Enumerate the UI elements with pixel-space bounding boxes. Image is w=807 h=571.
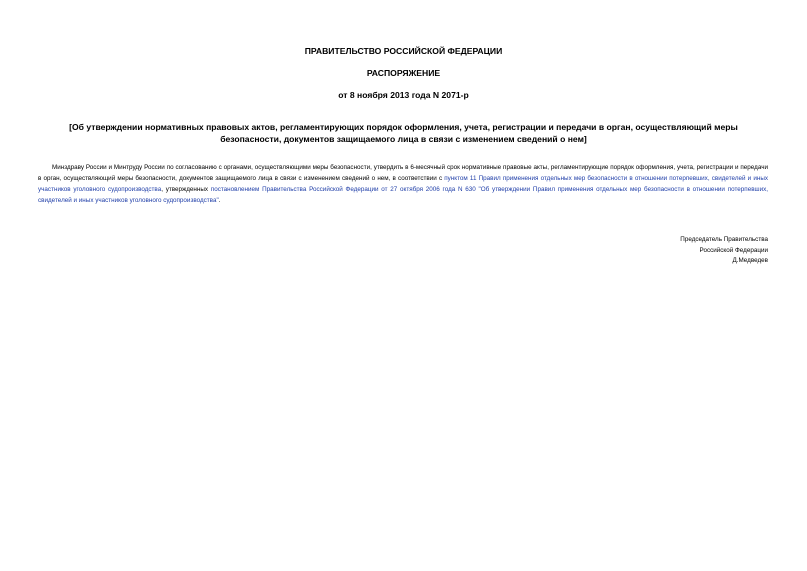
signature-position-line: Председатель Правительства: [680, 236, 768, 243]
body-text-part-3: .: [218, 197, 221, 204]
document-type-heading: РАСПОРЯЖЕНИЕ: [366, 68, 441, 78]
document-title: [Об утверждении нормативных правовых актов, регламентирующих порядок оформления, учета, регистрации и передачи в орган, осуществляющий меры безопасности, документов защищаемого лица в связи с изменением сведений о нем]: [69, 122, 738, 144]
government-heading: ПРАВИТЕЛЬСТВО РОССИЙСКОЙ ФЕДЕРАЦИИ: [304, 46, 503, 56]
signature-country-line: Российской Федерации: [699, 246, 768, 254]
body-paragraph: [38, 162, 768, 206]
body-text-part-1: Минздраву России и Минтруду России по согласованию с органами, осуществляющими меры безопасности, утвердить в 6-месячный срок нормативные правовые акты, регламентирующие порядок оформления, учета, регистрации и передачи в орган, осуществляющий меры безопасности, документов защищаемого лица в связи с изменением сведений о нем, в соответствии с: [38, 164, 768, 182]
signature-name: Д.Медведев: [732, 257, 768, 264]
signature-block: [680, 235, 768, 267]
document-date-line: от 8 ноября 2013 года N 2071-р: [338, 90, 469, 100]
government-decree-link[interactable]: постановлением Правительства Российской Федерации от 27 октября 2006 года N 630 "Об утверждении Правил применения отдельных мер безопасности в отношении потерпевших, свидетелей и иных участников уголовного судопроизводства": [38, 186, 769, 204]
rules-paragraph-link[interactable]: пунктом 11 Правил применения отдельных мер безопасности в отношении потерпевших, свидетелей и иных участников уголовного судопроизводства: [38, 175, 769, 193]
body-text-part-2: , утвержденных: [161, 186, 211, 193]
